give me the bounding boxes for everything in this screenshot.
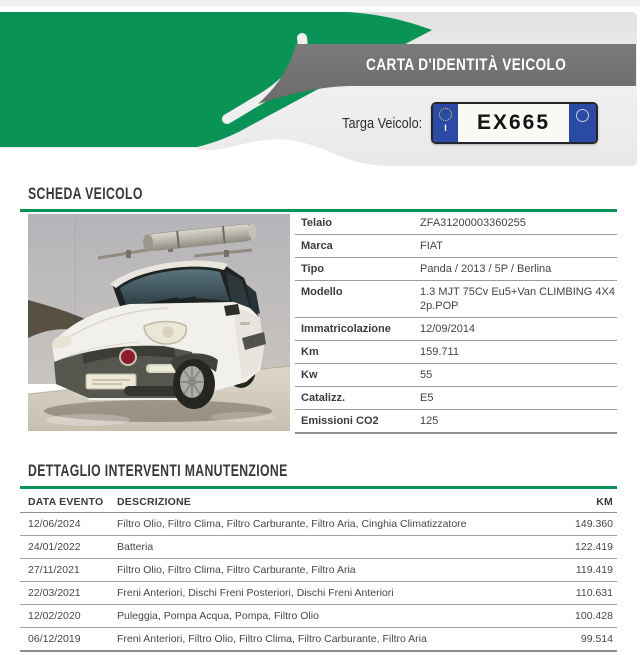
table-row [295, 364, 617, 387]
event-description: Filtro Olio, Filtro Clima, Filtro Carburante, Filtro Aria, Cinghia Climatizzatore [117, 518, 467, 530]
event-km: 119.419 [575, 564, 613, 576]
event-description: Batteria [117, 541, 154, 553]
vehicle-info-table [295, 212, 617, 434]
license-plate [431, 102, 598, 144]
event-date: 12/02/2020 [28, 610, 81, 622]
table-row [295, 235, 617, 258]
column-header-description: DESCRIZIONE [117, 496, 191, 508]
table-row [20, 513, 617, 536]
field-label: Marca [301, 240, 333, 252]
field-value: ZFA31200003360255 [420, 217, 526, 229]
field-label: Telaio [301, 217, 332, 229]
maintenance-section-heading: DETTAGLIO INTERVENTI MANUTENZIONE [28, 461, 288, 480]
table-row [295, 387, 617, 410]
field-value: 1.3 MJT 75Cv Eu5+Van CLIMBING 4X4 2p.POP [420, 286, 615, 312]
event-km: 100.428 [575, 610, 613, 622]
table-row [20, 628, 617, 652]
plate-eu-band [433, 104, 458, 142]
event-date: 06/12/2019 [28, 633, 81, 645]
table-row [295, 212, 617, 235]
field-label: Emissioni CO2 [301, 415, 379, 427]
event-km: 149.360 [575, 518, 613, 530]
field-value: 55 [420, 369, 433, 381]
plate-country-code: I [444, 123, 447, 133]
field-value: 159.711 [420, 346, 459, 358]
field-label: Modello [301, 286, 343, 298]
event-km: 99.514 [580, 633, 613, 645]
plate-seal-icon [576, 109, 589, 122]
table-header-row [20, 490, 617, 513]
field-value: 125 [420, 415, 439, 427]
event-date: 27/11/2021 [28, 564, 80, 576]
maintenance-table [20, 490, 617, 652]
header-banner-graphic [0, 0, 640, 170]
table-row [20, 559, 617, 582]
field-label: Immatricolazione [301, 323, 391, 335]
field-label: Catalizz. [301, 392, 346, 404]
table-row [295, 258, 617, 281]
event-description: Filtro Olio, Filtro Clima, Filtro Carburante, Filtro Aria [117, 564, 356, 576]
field-label: Km [301, 346, 319, 358]
field-value: FIAT [420, 240, 444, 252]
event-description: Freni Anteriori, Dischi Freni Posteriori, Dischi Freni Anteriori [117, 587, 394, 599]
plate-label: Targa Veicolo: [341, 115, 422, 132]
table-row [20, 605, 617, 628]
page-title: CARTA D'IDENTITÀ VEICOLO [365, 55, 567, 74]
event-date: 24/01/2022 [28, 541, 81, 553]
vehicle-section-heading: SCHEDA VEICOLO [28, 184, 143, 203]
column-header-km: KM [596, 496, 613, 508]
field-value: 12/09/2014 [420, 323, 476, 335]
plate-right-band [569, 104, 596, 142]
table-row [295, 341, 617, 364]
column-header-date: DATA EVENTO [28, 496, 104, 508]
event-description: Puleggia, Pompa Acqua, Pompa, Filtro Olio [117, 610, 319, 622]
field-value: Panda / 2013 / 5P / Berlina [420, 263, 552, 275]
green-divider [20, 486, 617, 489]
event-description: Freni Anteriori, Filtro Olio, Filtro Clima, Filtro Carburante, Filtro Aria [117, 633, 427, 645]
plate-number: EX665 [476, 111, 551, 134]
event-km: 110.631 [575, 587, 613, 599]
table-row [295, 318, 617, 341]
event-date: 22/03/2021 [28, 587, 81, 599]
event-date: 12/06/2024 [28, 518, 81, 530]
eu-stars-icon [439, 108, 452, 121]
vehicle-photo [28, 214, 290, 431]
field-label: Tipo [301, 263, 325, 275]
table-row [295, 281, 617, 318]
table-row [20, 536, 617, 559]
table-row [20, 582, 617, 605]
field-label: Kw [301, 369, 318, 381]
table-row [295, 410, 617, 434]
field-value: E5 [420, 392, 434, 404]
event-km: 122.419 [575, 541, 613, 553]
